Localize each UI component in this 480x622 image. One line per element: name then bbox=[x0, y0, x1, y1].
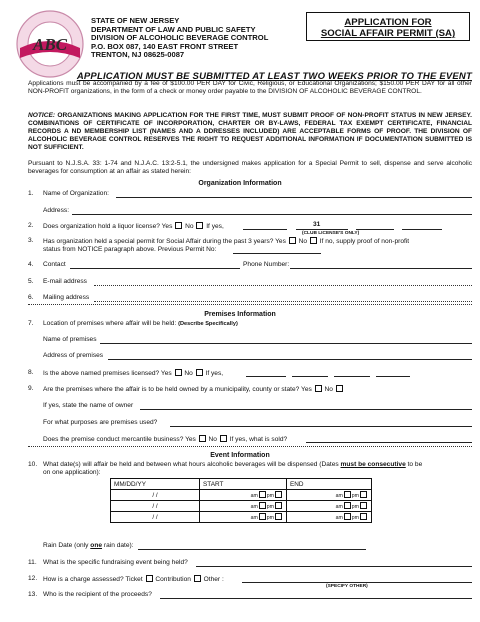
start-cell[interactable] bbox=[200, 512, 287, 523]
q8-ifyes-label: If yes, bbox=[205, 370, 224, 377]
date-cell[interactable]: / / bbox=[111, 490, 200, 501]
organization-name-field[interactable] bbox=[116, 197, 472, 198]
q8-no-checkbox[interactable] bbox=[196, 369, 203, 376]
q5-label: E-mail address bbox=[43, 278, 87, 285]
q10-tobe: to be bbox=[407, 461, 423, 468]
fee-paragraph: Applications must be accompanied by a fee of $100.00 PER DAY for Civic, Religious, or Educational Organizations; $150.00 PER DAY for all other NON-PROFIT organizations, in the form of a check or money order payable to the DIVISION OF ALCOHOLIC BEVERAGE CONTROL. bbox=[28, 80, 472, 96]
phone-field[interactable] bbox=[290, 268, 472, 269]
specify-other-note: (SPECIFY OTHER) bbox=[326, 584, 368, 589]
q7-label bbox=[43, 320, 238, 328]
premises-address-label: Address of premises bbox=[43, 352, 104, 359]
q1-number: 1. bbox=[28, 190, 34, 197]
q13-number: 13. bbox=[28, 591, 38, 598]
am-label: am bbox=[250, 504, 258, 510]
mercantile-sold-field[interactable] bbox=[306, 442, 472, 443]
q1-label: Name of Organization: bbox=[43, 190, 109, 197]
row-purpose bbox=[0, 419, 480, 429]
q2-ifyes-label: If yes, bbox=[206, 223, 224, 230]
q10-line2: on one application): bbox=[43, 469, 101, 476]
premises-license-part1[interactable] bbox=[246, 376, 286, 377]
club-license-note: (CLUB LICENSE'S ONLY) bbox=[302, 231, 360, 236]
q2-yes-checkbox[interactable] bbox=[175, 222, 182, 229]
pm-checkbox[interactable] bbox=[275, 502, 282, 509]
am-label: am bbox=[250, 493, 258, 499]
end-cell[interactable] bbox=[287, 512, 372, 523]
contact-field[interactable] bbox=[70, 268, 240, 269]
pm-label: pm bbox=[266, 504, 274, 510]
pm-label: pm bbox=[351, 493, 359, 499]
pm-checkbox[interactable] bbox=[360, 491, 367, 498]
other-label: Other : bbox=[203, 576, 224, 583]
premises-name-label: Name of premises bbox=[43, 336, 97, 343]
am-label: am bbox=[335, 515, 343, 521]
q9-number: 9. bbox=[28, 385, 34, 392]
row-q6 bbox=[0, 294, 480, 304]
q13-label: Who is the recipient of the proceeds? bbox=[43, 591, 152, 598]
rain-text: Rain Date (only bbox=[43, 542, 89, 549]
am-checkbox[interactable] bbox=[344, 513, 351, 520]
section-org-heading: Organization Information bbox=[198, 180, 282, 187]
header-date: MM/DD/YY bbox=[111, 479, 200, 490]
proceeds-recipient-field[interactable] bbox=[160, 598, 472, 599]
row-q5 bbox=[0, 278, 480, 288]
q9-text: Are the premises where the affair is to be held owned by a municipality, county or state? Yes bbox=[43, 386, 312, 393]
row-q9 bbox=[0, 385, 480, 395]
q3-text: Has organization held a special permit for Social Affair during the past 3 years? Yes bbox=[43, 238, 286, 245]
mercantile-label bbox=[43, 435, 287, 444]
q6-number: 6. bbox=[28, 294, 34, 301]
q4-label: Contact bbox=[43, 261, 66, 268]
contribution-checkbox[interactable] bbox=[194, 575, 201, 582]
q3-status-label: status from NOTICE paragraph above. Previous Permit No: bbox=[43, 246, 217, 253]
pm-checkbox[interactable] bbox=[275, 513, 282, 520]
previous-permit-field[interactable] bbox=[233, 253, 321, 254]
agency-address bbox=[91, 17, 268, 60]
row-q8 bbox=[0, 369, 480, 379]
row-q1 bbox=[0, 190, 480, 200]
abc-seal-logo bbox=[12, 8, 88, 80]
pm-label: pm bbox=[266, 493, 274, 499]
owner-field[interactable] bbox=[140, 409, 472, 410]
premises-address-field[interactable] bbox=[108, 359, 472, 360]
q7-number: 7. bbox=[28, 320, 34, 327]
q3-no-label: No bbox=[298, 238, 308, 245]
am-checkbox[interactable] bbox=[344, 491, 351, 498]
q3-label bbox=[43, 237, 409, 246]
q10-number: 10. bbox=[28, 461, 38, 468]
date-cell[interactable]: / / bbox=[111, 501, 200, 512]
q10-label bbox=[43, 461, 422, 469]
mercantile-no-label: No bbox=[208, 436, 217, 443]
start-cell[interactable] bbox=[200, 490, 287, 501]
q8-yes-checkbox[interactable] bbox=[175, 369, 182, 376]
q8-label bbox=[43, 369, 223, 378]
section-premises-heading: Premises Information bbox=[204, 311, 276, 318]
table-row bbox=[111, 512, 372, 523]
agency-line: P.O. BOX 087, 140 EAST FRONT STREET bbox=[91, 41, 239, 51]
phone-label: Phone Number: bbox=[243, 261, 290, 268]
start-cell[interactable] bbox=[200, 501, 287, 512]
premises-license-part2[interactable] bbox=[292, 376, 328, 377]
q3-number: 3. bbox=[28, 237, 34, 244]
table-header-row bbox=[111, 479, 372, 490]
q11-number: 11. bbox=[28, 559, 37, 566]
q3-ifno-text: If no, supply proof of non-profit bbox=[319, 238, 410, 245]
event-dates-table bbox=[110, 478, 372, 523]
q7-desc: (Describe Specifically) bbox=[178, 321, 238, 327]
logo-text: ABC bbox=[32, 35, 68, 54]
q6-label: Mailing address bbox=[43, 294, 90, 301]
address-label: Address: bbox=[43, 207, 70, 214]
q9-label bbox=[43, 385, 344, 394]
end-cell[interactable] bbox=[287, 490, 372, 501]
mailing-address-field[interactable] bbox=[94, 301, 472, 302]
form-title bbox=[306, 12, 470, 41]
row-q13 bbox=[0, 591, 480, 601]
row-premises-name bbox=[0, 336, 480, 346]
am-checkbox[interactable] bbox=[344, 502, 351, 509]
q3-no-checkbox[interactable] bbox=[310, 237, 317, 244]
row-q11 bbox=[0, 559, 480, 569]
license-county-code: 31 bbox=[313, 221, 321, 228]
end-cell[interactable] bbox=[287, 501, 372, 512]
q9-no-label: No bbox=[324, 386, 333, 393]
pm-label: pm bbox=[351, 504, 359, 510]
agency-line: DIVISION OF ALCOHOLIC BEVERAGE CONTROL bbox=[91, 33, 269, 43]
table-row bbox=[111, 490, 372, 501]
q9-yes-checkbox[interactable] bbox=[315, 385, 322, 392]
mercantile-text: Does the premise conduct mercantile business? Yes bbox=[43, 436, 196, 443]
premises-name-field[interactable] bbox=[100, 343, 472, 344]
date-cell[interactable]: / / bbox=[111, 512, 200, 523]
row-q2 bbox=[0, 222, 480, 238]
pursuant-paragraph: Pursuant to N.J.S.A. 33: 1-74 and N.J.A.C. 13:2-5.1, the undersigned makes application for a Special Permit to sell, dispense and serve alcoholic beverages for consumption at an affair as stated herein: bbox=[28, 160, 472, 176]
row-q4 bbox=[0, 261, 480, 271]
ticket-checkbox[interactable] bbox=[146, 575, 153, 582]
q3-yes-checkbox[interactable] bbox=[289, 237, 296, 244]
pm-checkbox[interactable] bbox=[360, 502, 367, 509]
row-q3 bbox=[0, 237, 480, 255]
address-field[interactable] bbox=[72, 214, 472, 215]
q9-no-checkbox[interactable] bbox=[336, 385, 343, 392]
rain-date-label bbox=[43, 542, 134, 550]
notice-label: NOTICE: bbox=[28, 112, 56, 119]
q8-text: Is the above named premises licensed? Yes bbox=[43, 370, 172, 377]
agency-line: DEPARTMENT OF LAW AND PUBLIC SAFETY bbox=[91, 24, 256, 34]
q2-no-label: No bbox=[185, 223, 194, 230]
q8-no-label: No bbox=[184, 370, 193, 377]
q2-no-checkbox[interactable] bbox=[196, 222, 203, 229]
license-part4-field[interactable] bbox=[402, 229, 442, 230]
purpose-field[interactable] bbox=[170, 426, 472, 427]
q7-text: Location of premises where affair will be held: bbox=[43, 320, 177, 327]
am-label: am bbox=[335, 493, 343, 499]
header-start: START bbox=[200, 479, 287, 490]
contribution-label: Contribution bbox=[155, 576, 191, 583]
row-q10 bbox=[0, 461, 480, 479]
fundraising-event-field[interactable] bbox=[196, 566, 472, 567]
q10-text: What date(s) will affair be held and between what hours alcoholic beverages will be dispensed (Dates bbox=[43, 461, 339, 468]
row-rain-date bbox=[0, 542, 480, 552]
license-part3-field[interactable] bbox=[356, 229, 394, 230]
rain-date-field[interactable] bbox=[138, 549, 366, 550]
license-part1-field[interactable] bbox=[243, 229, 287, 230]
row-premises-address bbox=[0, 352, 480, 362]
mercantile-no-checkbox[interactable] bbox=[220, 435, 227, 442]
am-label: am bbox=[250, 515, 258, 521]
am-checkbox[interactable] bbox=[259, 502, 266, 509]
mercantile-sold-label: If yes, what is sold? bbox=[229, 436, 288, 443]
form-title-line1: APPLICATION FOR bbox=[344, 17, 432, 28]
section-divider bbox=[28, 304, 472, 305]
pm-checkbox[interactable] bbox=[360, 513, 367, 520]
q2-label bbox=[43, 222, 224, 231]
q10-consecutive: must be consecutive bbox=[340, 461, 406, 468]
row-address bbox=[0, 207, 480, 217]
section-event-heading: Event Information bbox=[210, 452, 270, 459]
q12-number: 12. bbox=[28, 575, 38, 582]
notice-paragraph bbox=[28, 112, 472, 152]
purpose-label: For what purposes are premises used? bbox=[43, 419, 158, 426]
header-end: END bbox=[287, 479, 372, 490]
q2-text: Does organization hold a liquor license? Yes bbox=[43, 223, 173, 230]
agency-line: STATE OF NEW JERSEY bbox=[91, 16, 180, 25]
q12-text: How is a charge assessed? Ticket bbox=[43, 576, 143, 583]
row-mercantile bbox=[0, 435, 480, 445]
am-checkbox[interactable] bbox=[259, 491, 266, 498]
form-title-line2: SOCIAL AFFAIR PERMIT (SA) bbox=[320, 28, 456, 39]
pm-label: pm bbox=[266, 515, 274, 521]
q2-number: 2. bbox=[28, 222, 34, 229]
q4-number: 4. bbox=[28, 261, 34, 268]
mercantile-yes-checkbox[interactable] bbox=[199, 435, 206, 442]
agency-line: TRENTON, NJ 08625-0087 bbox=[91, 50, 185, 60]
table-row bbox=[111, 501, 372, 512]
premises-license-part4[interactable] bbox=[376, 376, 410, 377]
am-label: am bbox=[335, 504, 343, 510]
am-checkbox[interactable] bbox=[259, 513, 266, 520]
q11-label: What is the specific fundraising event being held? bbox=[43, 559, 188, 566]
notice-text: ORGANIZATIONS MAKING APPLICATION FOR THE FIRST TIME, MUST SUBMIT PROOF OF NON-PROFIT STATUS IN NEW JERSEY. COMBINATIONS OF CERTIFICATE OF INCORPORATION, CHARTER OR BY-LAWS, FEDERAL TAX EXEMPT CERTIFICATE, FINANCIAL RECORDS A ND MEMBERSHIP LIST (NAMES AND A DDRESSES INCLUDED) ARE ACCEPTABLE FORMS OF PROOF. THE DIVISION OF ALCOHOLIC BEVERAGE CONTROL RESERVES THE RIGHT TO REQUEST ADDITIONAL INFORMATION IF DOCUMENTATION SUBMITTED IS NOT SUFFICIENT. bbox=[28, 112, 472, 152]
q8-number: 8. bbox=[28, 369, 34, 376]
email-field[interactable] bbox=[94, 285, 472, 286]
submission-deadline-banner: APPLICATION MUST BE SUBMITTED AT LEAST TWO WEEKS PRIOR TO THE EVENT bbox=[76, 71, 472, 82]
pm-label: pm bbox=[351, 515, 359, 521]
owner-label: If yes, state the name of owner bbox=[43, 402, 134, 409]
rain-one: one bbox=[90, 542, 103, 549]
row-owner bbox=[0, 402, 480, 412]
pm-checkbox[interactable] bbox=[275, 491, 282, 498]
rain-end: rain date): bbox=[103, 542, 134, 549]
q12-label bbox=[43, 575, 224, 584]
q5-number: 5. bbox=[28, 278, 34, 285]
section-divider bbox=[28, 446, 472, 447]
premises-license-part3[interactable] bbox=[334, 376, 370, 377]
row-q7 bbox=[0, 320, 480, 330]
row-q12 bbox=[0, 575, 480, 591]
